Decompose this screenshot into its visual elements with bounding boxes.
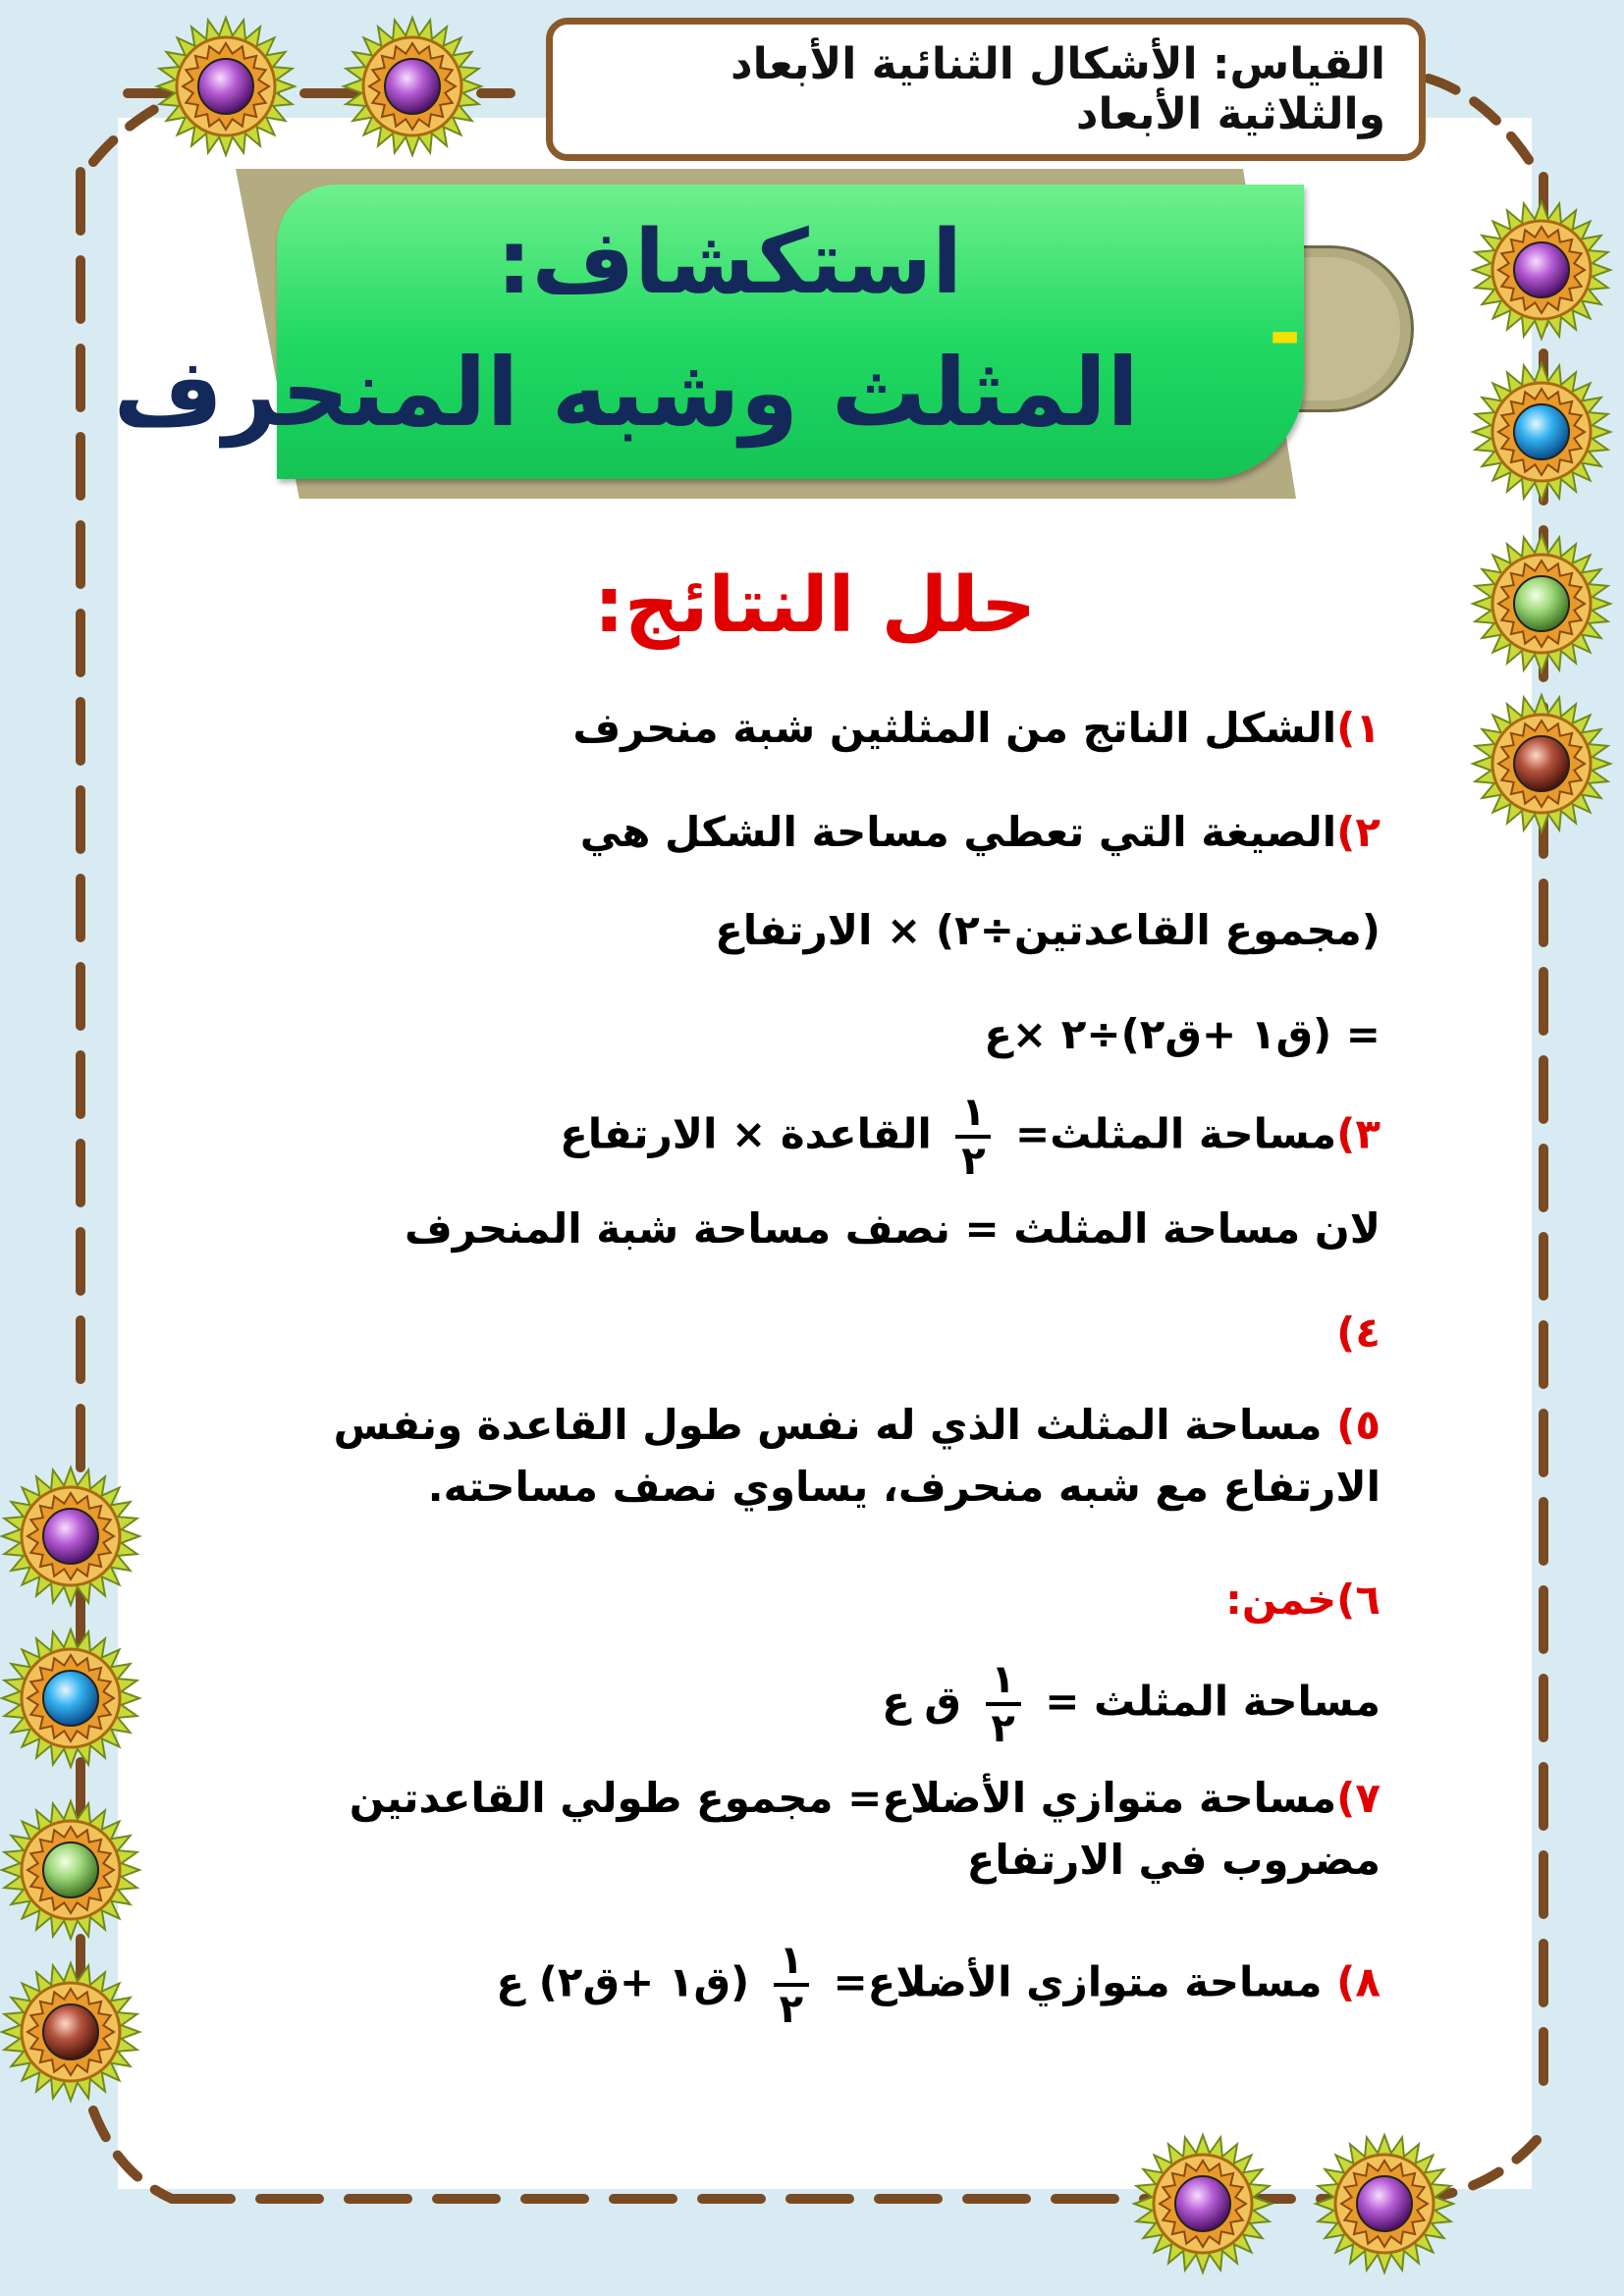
item-2-equation: = (ق١ +ق٢)÷٢ ×ع (984, 1010, 1380, 1058)
item-3-number: ٣) (1336, 1109, 1380, 1158)
banner-marker: - (1269, 288, 1302, 379)
flower-ornament-icon (2, 1801, 139, 1939)
banner-title: استكشاف: (496, 211, 962, 314)
flower-ornament-icon (1473, 363, 1610, 501)
item-5 (242, 1394, 1380, 1518)
item-6-label: خمن: (1225, 1575, 1337, 1624)
item-3-label: مساحة المثلث= (1015, 1109, 1337, 1158)
item-1-number: ١) (1336, 704, 1380, 752)
item-8 (496, 1940, 1380, 2030)
flower-ornament-icon (2, 1629, 139, 1767)
item-6-number: ٦) (1336, 1575, 1380, 1624)
item-6-label-area: مساحة المثلث = (1045, 1677, 1380, 1726)
fraction-numerator: ١ (961, 1090, 986, 1135)
flower-ornament-icon (1473, 201, 1610, 339)
flower-ornament-icon (1473, 695, 1610, 832)
fraction-denominator: ٢ (991, 1706, 1015, 1751)
fraction-numerator: ١ (991, 1657, 1015, 1702)
fraction-half (986, 1659, 1021, 1749)
item-2-formula: (مجموع القاعدتين÷٢) × الارتفاع (715, 906, 1380, 954)
flower-ornament-icon (2, 1963, 139, 2101)
fraction-denominator: ٢ (779, 1987, 804, 2032)
item-2-number: ٢) (1336, 808, 1380, 856)
item-4 (1336, 1304, 1380, 1363)
item-5-text: مساحة المثلث الذي له نفس طول القاعدة ونفس الارتفاع مع شبه منحرف، يساوي نصف مساحته. (333, 1401, 1380, 1511)
fraction-numerator: ١ (779, 1938, 804, 1983)
item-6-formula (882, 1659, 1380, 1749)
item-5-number: ٥) (1336, 1401, 1380, 1449)
fraction-denominator: ٢ (961, 1139, 986, 1184)
item-3-formula: القاعدة × الارتفاع (560, 1109, 932, 1158)
flower-ornament-icon (157, 18, 295, 155)
item-7-text: مساحة متوازي الأضلاع= مجموع طولي القاعدتين مضروب في الارتفاع (349, 1774, 1380, 1884)
item-6-expression: ق ع (882, 1677, 961, 1726)
flower-ornament-icon (1134, 2135, 1272, 2272)
item-8-label: مساحة متوازي الأضلاع= (833, 1957, 1323, 2006)
fraction-half (955, 1092, 991, 1182)
item-1-text: الشكل الناتج من المثلثين شبة منحرف (572, 704, 1337, 752)
flower-ornament-icon (344, 18, 481, 155)
topic-text: القياس: الأشكال الثنائية الأبعاد والثلاثية الأبعاد (731, 39, 1385, 139)
section-title: حلل النتائج: (593, 561, 1037, 650)
item-2-text: الصيغة التي تعطي مساحة الشكل هي (579, 808, 1337, 856)
item-7-number: ٧) (1336, 1774, 1380, 1822)
item-4-number: ٤) (1336, 1308, 1380, 1357)
item-8-expression: (ق١ +ق٢) ع (496, 1957, 750, 2006)
item-3-reason: لان مساحة المثلث = نصف مساحة شبة المنحرف (405, 1204, 1380, 1253)
flower-ornament-icon (2, 1468, 139, 1605)
flower-ornament-icon (1316, 2135, 1453, 2272)
item-8-number: ٨) (1336, 1957, 1380, 2006)
item-1 (572, 699, 1380, 759)
item-3 (560, 1092, 1380, 1182)
topic-header (546, 18, 1426, 161)
fraction-half (774, 1940, 809, 2030)
item-2 (580, 803, 1380, 863)
banner-subtitle: المثلث وشبه المنحرف (113, 338, 1139, 448)
flower-ornament-icon (1473, 535, 1610, 672)
item-7 (242, 1767, 1380, 1891)
item-6 (1225, 1571, 1380, 1630)
